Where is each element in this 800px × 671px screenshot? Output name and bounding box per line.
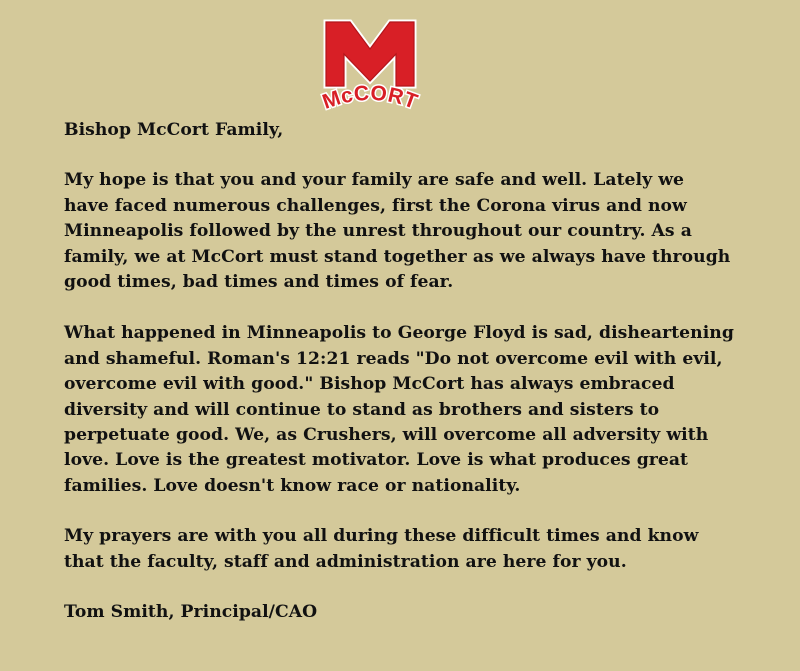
- letter-signature: Tom Smith, Principal/CAO: [64, 602, 318, 623]
- letter-body: [64, 118, 764, 626]
- letter-paragraph-2: What happened in Minneapolis to George Floyd is sad, disheartening and shameful. Roman's 12:21 reads "Do not overcome evil with evil, overcome evil with good." Bishop McCort has always embraced diversity and will continue to stand as brothers and sisters to perpetuate good. We, as Crushers, will overcome all adversity with love. Love is the greatest motivator. Love is what produces great families. Love doesn't know race or nationality.: [64, 323, 734, 496]
- letter-paragraph-3: My prayers are with you all during these difficult times and know that the faculty, staff and administration are here for you.: [64, 526, 699, 572]
- letter-greeting: Bishop McCort Family,: [64, 120, 284, 140]
- letter-paragraph-1: My hope is that you and your family are safe and well. Lately we have faced numerous challenges, first the Corona virus and now Minneapolis followed by the unrest throughout our country. As a family, we at McCort must stand together as we always have through good times, bad times and times of fear.: [64, 170, 731, 293]
- logo-wordmark-text: McCORT: [319, 81, 421, 114]
- bishop-mccort-m-logo-icon: [318, 18, 422, 116]
- mccort-logo: [318, 18, 422, 116]
